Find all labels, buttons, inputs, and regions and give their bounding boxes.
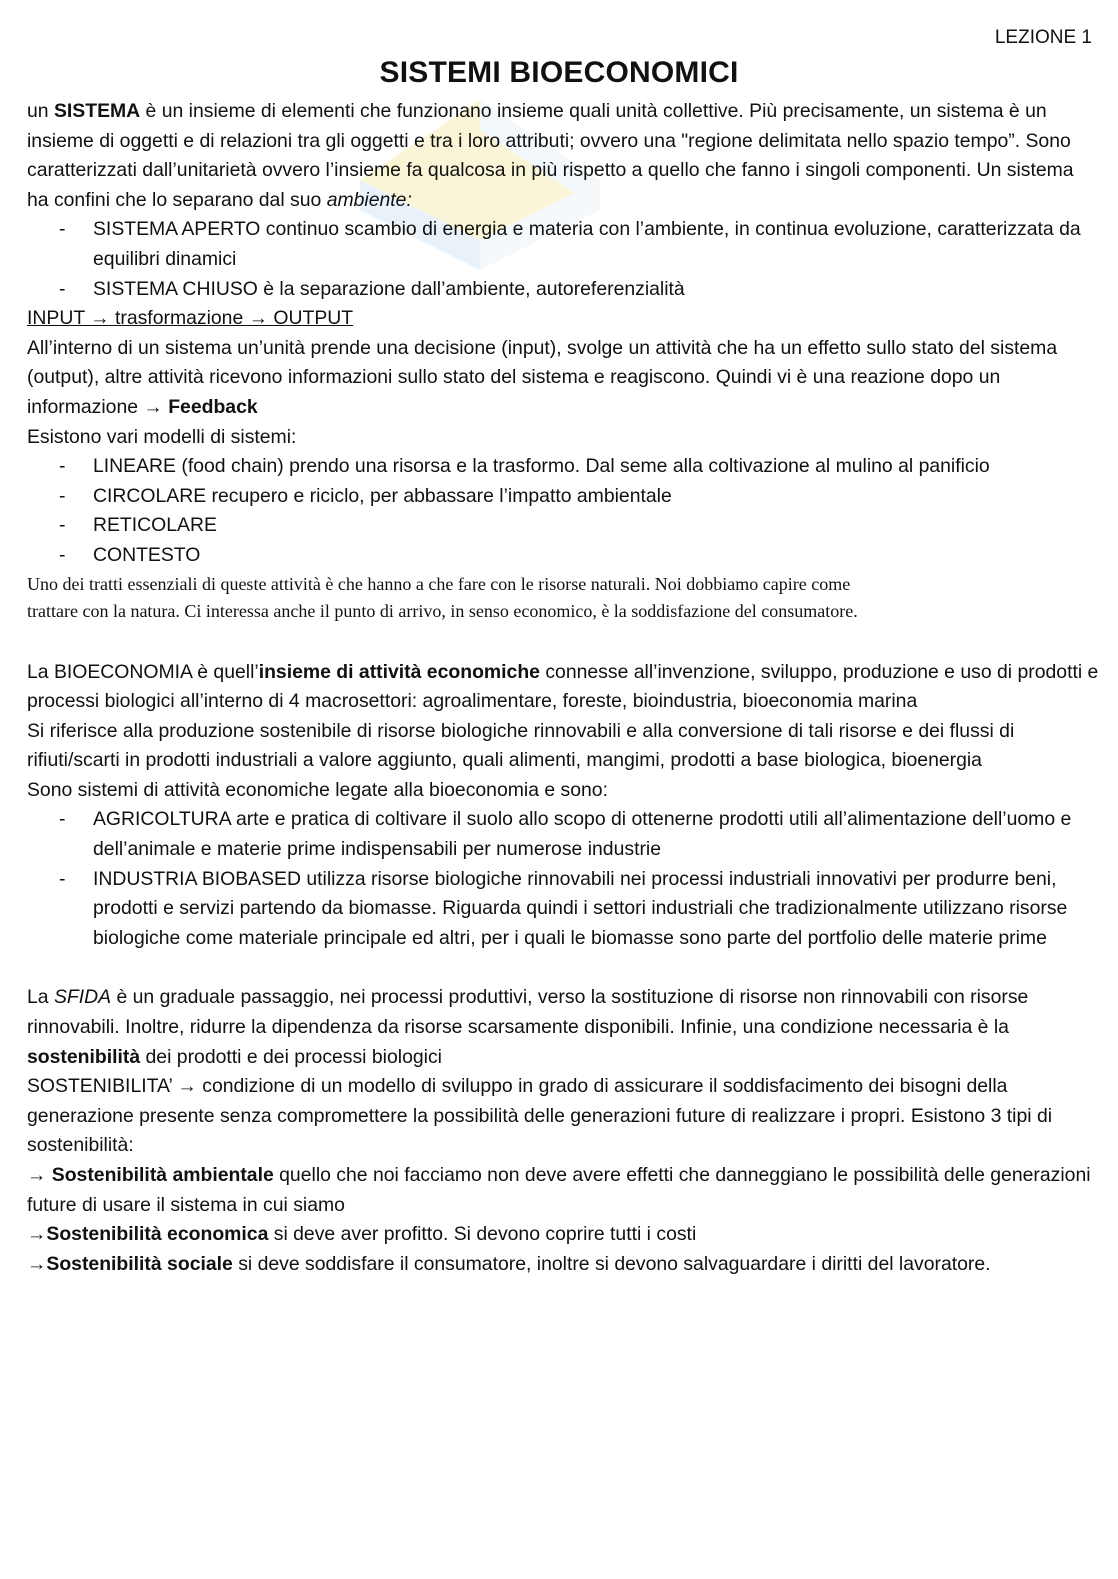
list-item: - CONTESTO <box>27 541 1100 571</box>
document-body <box>27 97 1100 1279</box>
sostenibilita-economica: →Sostenibilità economica si deve aver profitto. Si devono coprire tutti i costi <box>27 1223 697 1246</box>
system-types-list <box>27 215 1100 304</box>
sostenibilita-ambientale: → Sostenibilità ambientale quello che noi facciamo non deve avere effetti che danneggiano le possibilità delle generazioni future di usare il sistema in cui siamo <box>27 1164 1091 1216</box>
natural-resources-note: Uno dei tratti essenziali di queste attività è che hanno a che fare con le risorse naturali. Noi dobbiamo capire come trattare con la natura. Ci interessa anche il punto di arrivo, in senso economico, è la soddisfazione del consumatore. <box>27 573 858 621</box>
activities-list <box>27 805 1100 953</box>
list-item: - INDUSTRIA BIOBASED utilizza risorse biologiche rinnovabili nei processi industriali innovativi per produrre beni, prodotti e servizi partendo da biomasse. Riguarda quindi i settori industriali che tradizionalmente utilizzano risorse biologiche come materiale principale ed altri, per i quali le biomasse sono parte del portfolio delle materie prime <box>27 865 1100 954</box>
sfida-paragraph: La SFIDA è un graduale passaggio, nei processi produttivi, verso la sostituzione di risorse non rinnovabili con risorse rinnovabili. Inoltre, ridurre la dipendenza da risorse scarsamente disponibili. Infinie, una condizione necessaria è la sostenibilità dei prodotti e dei processi biologici <box>27 986 1029 1068</box>
list-item: - AGRICOLTURA arte e pratica di coltivare il suolo allo scopo di ottenerne prodotti utili all’alimentazione dell’uomo e dell’animale e materie prime indispensabili per numerose industrie <box>27 805 1100 864</box>
list-item: - RETICOLARE <box>27 511 1100 541</box>
list-item: - SISTEMA CHIUSO è la separazione dall’ambiente, autoreferenzialità <box>27 275 1100 305</box>
activities-intro: Sono sistemi di attività economiche legate alla bioeconomia e sono: <box>27 778 608 801</box>
list-item: - LINEARE (food chain) prendo una risorsa e la trasformo. Dal seme alla coltivazione al mulino al panificio <box>27 452 1100 482</box>
page-title: SISTEMI BIOECONOMICI <box>379 56 739 89</box>
list-item: - CIRCOLARE recupero e riciclo, per abbassare l’impatto ambientale <box>27 482 1100 512</box>
bioeconomia-detail: Si riferisce alla produzione sostenibile di risorse biologiche rinnovabili e alla conversione di tali risorse e dei flussi di rifiuti/scarti in prodotti industriali a valore aggiunto, quali alimenti, mangimi, prodotti a base biologica, bioenergia <box>27 719 1015 772</box>
input-output-line: INPUT → trasformazione → OUTPUT <box>27 307 354 330</box>
bioeconomia-definition: La BIOECONOMIA è quell’insieme di attività economiche connesse all’invenzione, sviluppo, produzione e uso di prodotti e processi biologici all’interno di 4 macrosettori: agroalimentare, foreste, bioindustria, bioeconomia marina <box>27 660 1099 713</box>
sostenibilita-sociale: →Sostenibilità sociale si deve soddisfare il consumatore, inoltre si devono salvaguardare i diritti del lavoratore. <box>27 1252 991 1275</box>
lesson-label: LEZIONE 1 <box>994 27 1092 48</box>
sistema-definition: un SISTEMA è un insieme di elementi che funzionano insieme quali unità collettive. Più precisamente, un sistema è un insieme di oggetti e di relazioni tra gli oggetti e tra i loro attributi; ovvero una "regione delimitata nello spazio tempo”. Sono caratterizzati dall’unitarietà ovvero l’insieme fa qualcosa in più rispetto a quello che fanno i singoli componenti. Un sistema ha confini che lo separano dal suo ambiente: <box>27 100 1074 211</box>
sostenibilita-definition: SOSTENIBILITA’ → condizione di un modello di sviluppo in grado di assicurare il soddisfacimento dei bisogni della generazione presente senza compromettere la possibilità delle generazioni future di realizzare i propri. Esistono 3 tipi di sostenibilità: <box>27 1075 1053 1157</box>
system-models-list <box>27 452 1100 570</box>
models-intro: Esistono vari modelli di sistemi: <box>27 425 297 448</box>
feedback-paragraph: All’interno di un sistema un’unità prende una decisione (input), svolge un attività che ha un effetto sullo stato del sistema (output), altre attività ricevono informazioni sullo stato del sistema e reagiscono. Quindi vi è una reazione dopo un informazione → Feedback <box>27 336 1058 418</box>
list-item: - SISTEMA APERTO continuo scambio di energia e materia con l’ambiente, in continua evoluzione, caratterizzata da equilibri dinamici <box>27 215 1100 274</box>
